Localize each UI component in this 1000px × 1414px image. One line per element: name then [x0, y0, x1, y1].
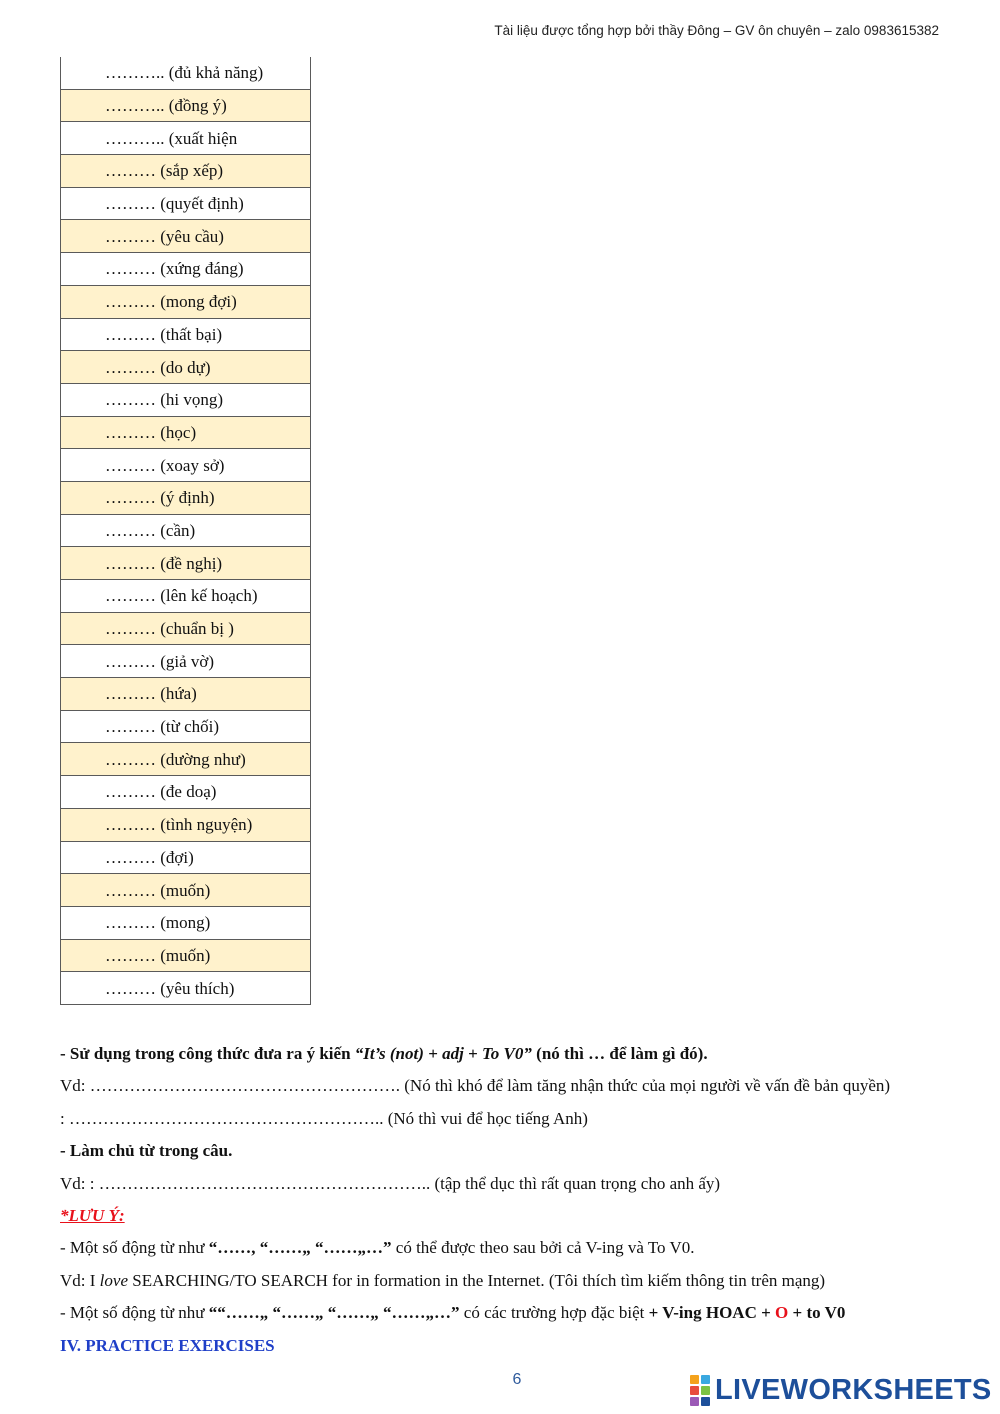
table-row: [61, 841, 311, 874]
table-row: [61, 808, 311, 841]
vocab-cell: ……… (thất bại): [61, 318, 311, 351]
table-row: [61, 874, 311, 907]
page-header: Tài liệu được tổng hợp bởi thầy Đông – GV ôn chuyên – zalo 0983615382: [494, 23, 939, 38]
table-row: [61, 743, 311, 776]
table-row: [61, 514, 311, 547]
vocab-cell: ……… (đe doạ): [61, 776, 311, 809]
logo-mark-icon: [690, 1375, 710, 1406]
vocab-cell: ……… (sắp xếp): [61, 155, 311, 188]
vocab-cell: ……… (chuẩn bị ): [61, 612, 311, 645]
table-row: [61, 645, 311, 678]
rule-subject: - Làm chủ từ trong câu.: [60, 1141, 233, 1161]
note-line-1: - Một số động từ như “……, “……„ “……„…” có thể được theo sau bởi cả V-ing và To V0.: [60, 1238, 695, 1258]
vocab-cell: ……… (mong): [61, 906, 311, 939]
logo-square: [701, 1375, 710, 1384]
table-row: [61, 220, 311, 253]
table-row: [61, 318, 311, 351]
vocab-cell: ……… (giả vờ): [61, 645, 311, 678]
page-number: 6: [512, 1371, 522, 1388]
note-heading: *LƯU Ý:: [60, 1206, 125, 1226]
grammar-notes: [60, 1038, 940, 1362]
table-row: [61, 253, 311, 286]
table-row: [61, 678, 311, 711]
vocab-cell: ……… (lên kế hoạch): [61, 580, 311, 613]
table-row: [61, 710, 311, 743]
table-row: [61, 351, 311, 384]
note-line-2: - Một số động từ như ““……„ “……„ “……„ “……„…” có các trường hợp đặc biệt + V-ing HOAC + O + to V0: [60, 1303, 846, 1323]
table-row: [61, 383, 311, 416]
table-row: [61, 187, 311, 220]
vocab-cell: ……… (quyết định): [61, 187, 311, 220]
logo-square: [701, 1397, 710, 1406]
vocabulary-table: [60, 57, 311, 1005]
vocab-cell: ……… (muốn): [61, 874, 311, 907]
vocab-cell: ……… (do dự): [61, 351, 311, 384]
section-heading: IV. PRACTICE EXERCISES: [60, 1335, 275, 1355]
table-row: [61, 155, 311, 188]
table-row: [61, 416, 311, 449]
rule-opinion-formula: - Sử dụng trong công thức đưa ra ý kiến “It’s (not) + adj + To V0” (nó thì … để làm gì đó).: [60, 1044, 708, 1063]
vocab-cell: ……… (cần): [61, 514, 311, 547]
vocab-cell: ……… (yêu cầu): [61, 220, 311, 253]
table-row: [61, 906, 311, 939]
logo-square: [690, 1386, 699, 1395]
vocab-cell: ……… (muốn): [61, 939, 311, 972]
table-row: [61, 449, 311, 482]
table-row: [61, 89, 311, 122]
vocab-cell: ……… (dường như): [61, 743, 311, 776]
table-row: [61, 481, 311, 514]
vocab-cell: ……… (xứng đáng): [61, 253, 311, 286]
vocab-cell: ……… (yêu thích): [61, 972, 311, 1005]
vocab-cell: ……… (hứa): [61, 678, 311, 711]
vocab-cell: ……… (ý định): [61, 481, 311, 514]
table-row: [61, 57, 311, 89]
table-row: [61, 122, 311, 155]
vocab-cell: ……… (hi vọng): [61, 383, 311, 416]
logo-square: [690, 1375, 699, 1384]
logo-square: [701, 1386, 710, 1395]
note-example: Vd: I love SEARCHING/TO SEARCH for in formation in the Internet. (Tôi thích tìm kiếm thông tin trên mạng): [60, 1270, 826, 1290]
table-row: [61, 612, 311, 645]
vocab-cell: ……….. (đồng ý): [61, 89, 311, 122]
vocab-cell: ……… (tình nguyện): [61, 808, 311, 841]
vocab-cell: ……… (từ chối): [61, 710, 311, 743]
example-line-2: : ……………………………………………….. (Nó thì vui để học tiếng Anh): [60, 1108, 588, 1128]
table-row: [61, 972, 311, 1005]
example-line-1: Vd: ………………………………………………. (Nó thì khó để làm tăng nhận thức của mọi người về vấn đề bản quyền): [60, 1076, 891, 1096]
logo-text: LIVEWORKSHEETS: [715, 1373, 992, 1406]
vocab-cell: ……… (đề nghị): [61, 547, 311, 580]
table-row: [61, 776, 311, 809]
vocab-cell: ……….. (đủ khả năng): [61, 57, 311, 89]
table-row: [61, 285, 311, 318]
vocab-cell: ……… (mong đợi): [61, 285, 311, 318]
liveworksheets-logo[interactable]: [690, 1373, 992, 1407]
vocab-cell: ……… (xoay sở): [61, 449, 311, 482]
table-row: [61, 939, 311, 972]
vocab-cell: ……… (đợi): [61, 841, 311, 874]
vocab-cell: ……….. (xuất hiện: [61, 122, 311, 155]
table-row: [61, 580, 311, 613]
vocab-cell: ……… (học): [61, 416, 311, 449]
table-row: [61, 547, 311, 580]
logo-square: [690, 1397, 699, 1406]
example-line-3: Vd: : ………………………………………………….. (tập thể dục thì rất quan trọng cho anh ấy): [60, 1173, 721, 1193]
